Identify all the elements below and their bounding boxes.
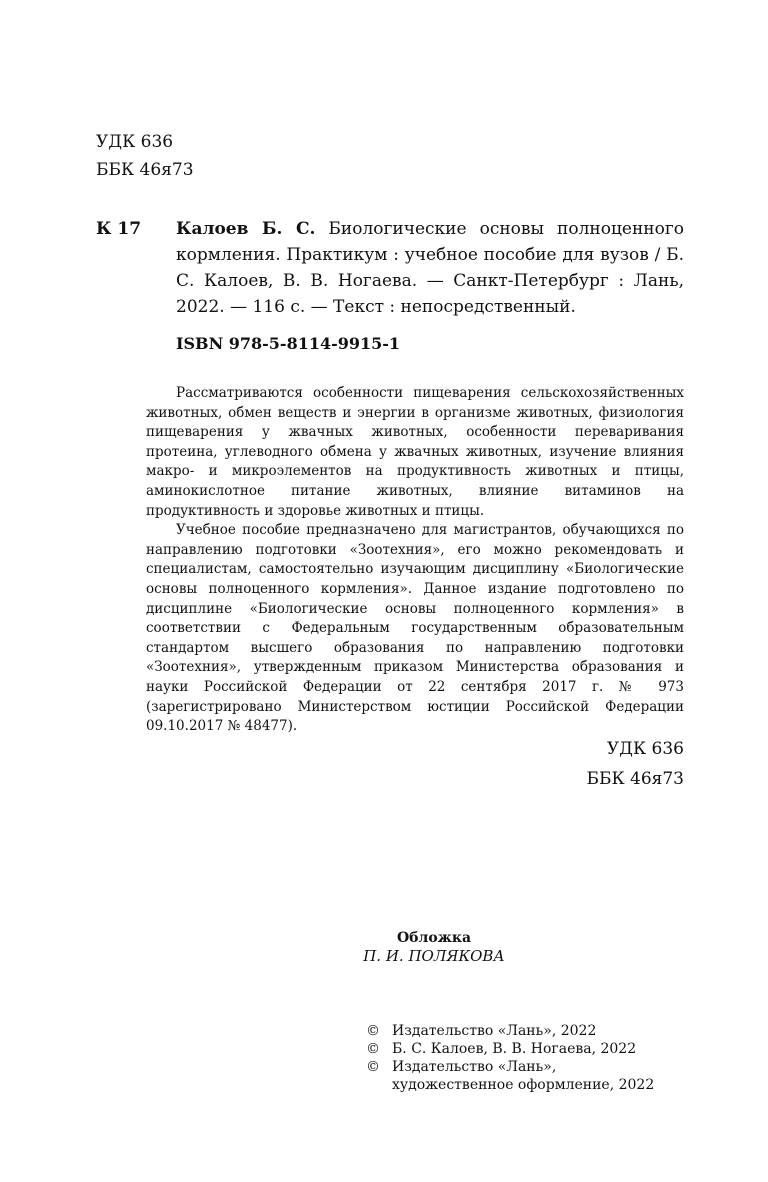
annotation [146,384,684,737]
copyright-line [366,1076,654,1094]
bbk-code: ББК 46я73 [96,160,194,180]
copyright-text: Издательство «Лань», 2022 [392,1023,597,1039]
copyright-line [366,1022,654,1040]
udk-code: УДК 636 [606,739,684,759]
copyright-symbol [366,1076,392,1094]
copyright-text: художественное оформление, 2022 [392,1077,655,1093]
author-mark: К 17 [96,219,142,239]
annotation-paragraph: Учебное пособие предназначено для магистрантов, обучающихся по направлению подготовки «Зоотехния», его можно рекомендовать и специалистам, самостоятельно изучающим дисциплину «Биологические основы полноценного кормления». Данное издание подготовлено по дисциплине «Биологические основы полноценного кормления» в соответствии с Федеральным государственным образовательным стандартом высшего образования по направлению подготовки «Зоотехния», утвержденным приказом Министерства образования и науки Российской Федерации от 22 сентября 2017 г. № 973 (зарегистрировано Министерством юстиции Российской Федерации 09.10.2017 № 48477). [146,522,684,735]
copyright-line [366,1058,654,1076]
author-name: Калоев Б. С. [176,219,316,239]
classification-bottom [586,734,684,794]
copyright-text: Б. С. Калоев, В. В. Ногаева, 2022 [392,1041,637,1057]
cover-credit [314,930,554,965]
bibliographic-record [176,216,684,320]
udk-code: УДК 636 [96,132,174,152]
isbn: ISBN 978-5-8114-9915-1 [176,334,401,353]
copyright-text: Издательство «Лань», [392,1059,557,1075]
bibliographic-description: Биологические основы полноценного кормления. Практикум : учебное пособие для вузов / Б. С. Калоев, В. В. Ногаева. — Санкт-Петербург : Лань, 2022. — 116 с. — Текст : непосредственный. [176,219,684,317]
cover-designer: П. И. ПОЛЯКОВА [363,947,505,965]
copyright-symbol: © [366,1059,380,1075]
classification-top [96,128,194,184]
copyright-symbol: © [366,1023,380,1039]
cover-label: Обложка [396,930,472,946]
copyright-block [366,1022,654,1094]
copyright-symbol: © [366,1041,380,1057]
bbk-code: ББК 46я73 [586,769,684,789]
copyright-line [366,1040,654,1058]
annotation-paragraph: Рассматриваются особенности пищеварения сельскохозяйственных животных, обмен веществ и энергии в организме животных, физиология пищеварения у жвачных животных, особенности переваривания протеина, углеводного обмена у жвачных животных, изучение влияния макро- и микроэлементов на продуктивность животных и птицы, аминокислотное питание животных, влияние витаминов на продуктивность и здоровье животных и птицы. [146,385,684,519]
